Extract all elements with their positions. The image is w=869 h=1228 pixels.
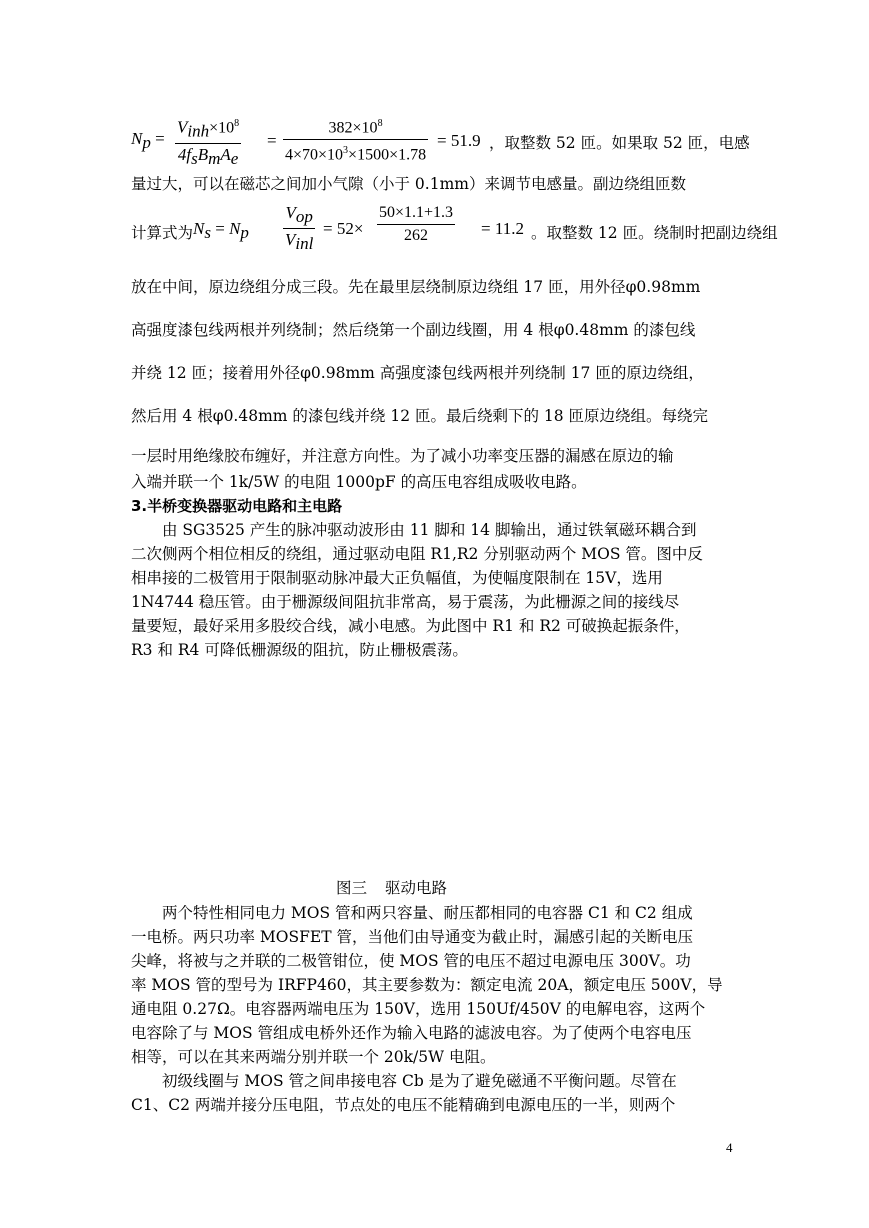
formula-ns-fraction: $\frac{50\times 1.1+1.3}{262}$ (379, 204, 454, 244)
formula-fraction-symbolic: $V_{inh}\times 10^8$ $4f_sB_mA_e$ (175, 113, 241, 170)
paragraph-line: R3 和 R4 可降低栅源级的阻抗，防止栅极震荡。 (131, 641, 468, 659)
text-line: 并绕 12 匝；接着用外径φ0.98mm 高强度漆包线两根并列绕制 17 匝的原边绕组， (131, 364, 704, 382)
figure-title: 驱动电路 (385, 879, 448, 897)
formula-fraction-numeric: $\frac{382\times 10^8}{4\times 70\times 10^3\times 1500\times 1.78}$ (283, 113, 428, 167)
text-line: 入端并联一个 1k/5W 的电阻 1000pF 的高压电容组成吸收电路。 (131, 473, 587, 491)
formula-ns-result: = 11.2 (481, 219, 524, 238)
formula-ns: 计算式为 $N_s = N_p$ $V_{op}$ $V_{inl}$ = 52× $\frac{50\times 1.1+1.3}{262}$ = 11.2 。取整数 12 匝。绕制时把副边绕组 (131, 203, 778, 254)
paragraph-line: 由 SG3525 产生的脉冲驱动波形由 11 脚和 14 脚输出，通过铁氧磁环耦合到 (162, 521, 697, 539)
paragraph-line: 1N4744 稳压管。由于栅源级间阻抗非常高，易于震荡，为此栅源之间的接线尽 (131, 593, 680, 611)
paragraph-line: 相等，可以在其来两端分别并联一个 20k/5W 电阻。 (131, 1048, 496, 1066)
formula-voltage-ratio: $V_{op}$ $V_{inl}$ (285, 203, 314, 254)
text-line: 高强度漆包线两根并列绕制；然后绕第一个副边线圈，用 4 根φ0.48mm 的漆包线 (131, 321, 696, 339)
paragraph-line: 量要短，最好采用多股绞合线，减小电感。为此图中 R1 和 R2 可破换起振条件， (131, 617, 690, 635)
paragraph-line: 初级线圈与 MOS 管之间串接电容 Cb 是为了避免磁通不平衡问题。尽管在 (162, 1072, 677, 1090)
text-line: 放在中间，原边绕组分成三段。先在最里层绕制原边绕组 17 匝，用外径φ0.98mm (131, 278, 701, 296)
paragraph-line: 一电桥。两只功率 MOSFET 管，当他们由导通变为截止时，漏感引起的关断电压 (131, 928, 693, 946)
paragraph-line: 率 MOS 管的型号为 IRFP460，其主要参数为：额定电流 20A，额定电压 500V，导 (131, 976, 723, 994)
text-line: 一层时用绝缘胶布缠好，并注意方向性。为了减小功率变压器的漏感在原边的输 (131, 447, 674, 465)
figure-caption (336, 878, 465, 898)
text-line: 量过大，可以在磁芯之间加小气隙（小于 0.1mm）来调节电感量。副边绕组匝数 (131, 175, 686, 193)
paragraph-line: C1、C2 两端并接分压电阻，节点处的电压不能精确到电源电压的一半，则两个 (131, 1096, 676, 1114)
paragraph-line: 尖峰，将被与之并联的二极管钳位，使 MOS 管的电压不超过电源电压 300V。功 (131, 952, 691, 970)
paragraph-line: 相串接的二极管用于限制驱动脉冲最大正负幅值，为使幅度限制在 15V，选用 (131, 569, 663, 587)
formula-np: $N_p$ = $V_{inh}\times 10^8$ $4f_sB_mA_e$ = $\frac{382\times 10^8}{4\times 70\times 10^3\times 1500\times 1.78}$ = 51.9 ，取整数 52 匝。如果取 52 匝，电感 (131, 113, 741, 169)
paragraph-line: 电容除了与 MOS 管组成电桥外还作为输入电路的滤波电容。为了使两个电容电压 (131, 1024, 692, 1042)
figure-number: 图三 (336, 879, 368, 897)
paragraph-line: 通电阻 0.27Ω。电容器两端电压为 150V，选用 150Uf/450V 的电解电容，这两个 (131, 1000, 706, 1018)
page-number: 4 (726, 1140, 733, 1155)
text-line: 然后用 4 根φ0.48mm 的漆包线并绕 12 匝。最后绕剩下的 18 匝原边绕组。每绕完 (131, 407, 709, 425)
formula-ns-lhs: $N_s = N_p$ (193, 219, 249, 243)
paragraph-line: 二次侧两个相位相反的绕组，通过驱动电阻 R1,R2 分别驱动两个 MOS 管。图中反 (131, 545, 703, 563)
section-heading: 3.半桥变换器驱动电路和主电路 (131, 497, 343, 515)
formula-lhs: $N_p$ = (131, 129, 165, 153)
formula-trailing-text: ，取整数 52 匝。如果取 52 匝，电感 (489, 134, 750, 152)
formula-result: = 51.9 (437, 131, 481, 150)
paragraph-line: 两个特性相同电力 MOS 管和两只容量、耐压都相同的电容器 C1 和 C2 组成 (162, 904, 693, 922)
